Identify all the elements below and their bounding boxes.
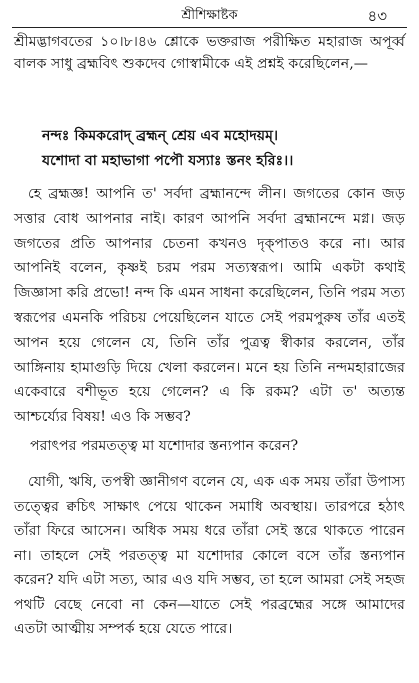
question-line: পরাৎপর পরমতত্ত্ব মা যশোদার স্তন্যপান করেন? xyxy=(30,438,299,454)
body-paragraph-2: যোগী, ঋষি, তপস্বী জ্ঞানীগণ বলেন যে, এক এক সময় তাঁরা উপাস্য তত্ত্বের ক্বচিৎ সাক্ষাৎ পেয়ে থাকেন সমাধি অবস্থায়। তারপরে হঠাৎ তাঁরা ফিরে আসেন। অধিক সময় ধরে তাঁরা সেই স্তরে থাকতে পারেন না। তাহলে সেই পরতত্ত্ব মা যশোদার কোলে বসে তাঁর স্তন্যপান করেন? যদি এটা সত্য, আর এও যদি সম্ভব, তা হলে আমরা সেই সহজ পথটি বেছে নেবো না কেন—যাতে সেই পরব্রহ্মের সঙ্গে আমাদের এতটা আত্মীয় সম্পর্ক হয়ে যেতে পারে। xyxy=(14,474,405,637)
verse-line-1: নন্দঃ কিমকরোদ্ ব্রহ্মন্ শ্রেয় এব মহোদয়ম্। xyxy=(42,128,279,144)
verse-line-2: যশোদা বা মহাভাগা পপৌ যস্যাঃ স্তনং হরিঃ।। xyxy=(42,153,294,169)
running-header xyxy=(14,6,405,26)
body-paragraph-1: হে ব্রহ্মজ্ঞ! আপনি ত' সর্বদা ব্রহ্মানন্দে লীন। জগতের কোন জড় সত্তার বোধ আপনার নাই। কারণ আপনি সর্বদা ব্রহ্মানন্দে মগ্ন। জড় জগতের প্রতি আপনার চেতনা কখনও দৃক্পাতও করে না। আর আপনিই বলেন, কৃষ্ণই চরম পরম সত্যস্বরূপ। আমি একটা কথাই জিজ্ঞাসা করি প্রভো! নন্দ কি এমন সাধনা করেছিলেন, তিনি পরম সত্য স্বরূপের এমনকি পরিচয় পেয়েছিলেন যাতে সেই পরমপুরুষ তাঁর এতই আপন হয়ে গেলেন যে, তিনি তাঁর পুত্রত্ব স্বীকার করলেন, তাঁর আঙ্গিনায় হামাগুড়ি দিয়ে খেলা করলেন। মনে হয় তিনি নন্দমহারাজের একেবারে বশীভূত হয়ে গেলেন? এ কি রকম? এটা ত' অত্যন্ত আশ্চর্য্যের বিষয়! এও কি সম্ভব? xyxy=(14,186,405,426)
sanskrit-verse xyxy=(42,124,399,174)
page-number: ৪৩ xyxy=(367,7,387,25)
running-title: শ্রীশিক্ষাষ্টক xyxy=(181,8,238,23)
header-rule xyxy=(12,27,407,28)
intro-paragraph: শ্রীমদ্ভাগবতের ১০।৮।৪৬ শ্লোকে ভক্তরাজ পরীক্ষিত মহারাজ অপূর্ব্ব বালক সাধু ব্রহ্মবিৎ শুকদেব গোস্বামীকে এই প্রশ্নই করেছিলেন,— xyxy=(14,34,405,72)
